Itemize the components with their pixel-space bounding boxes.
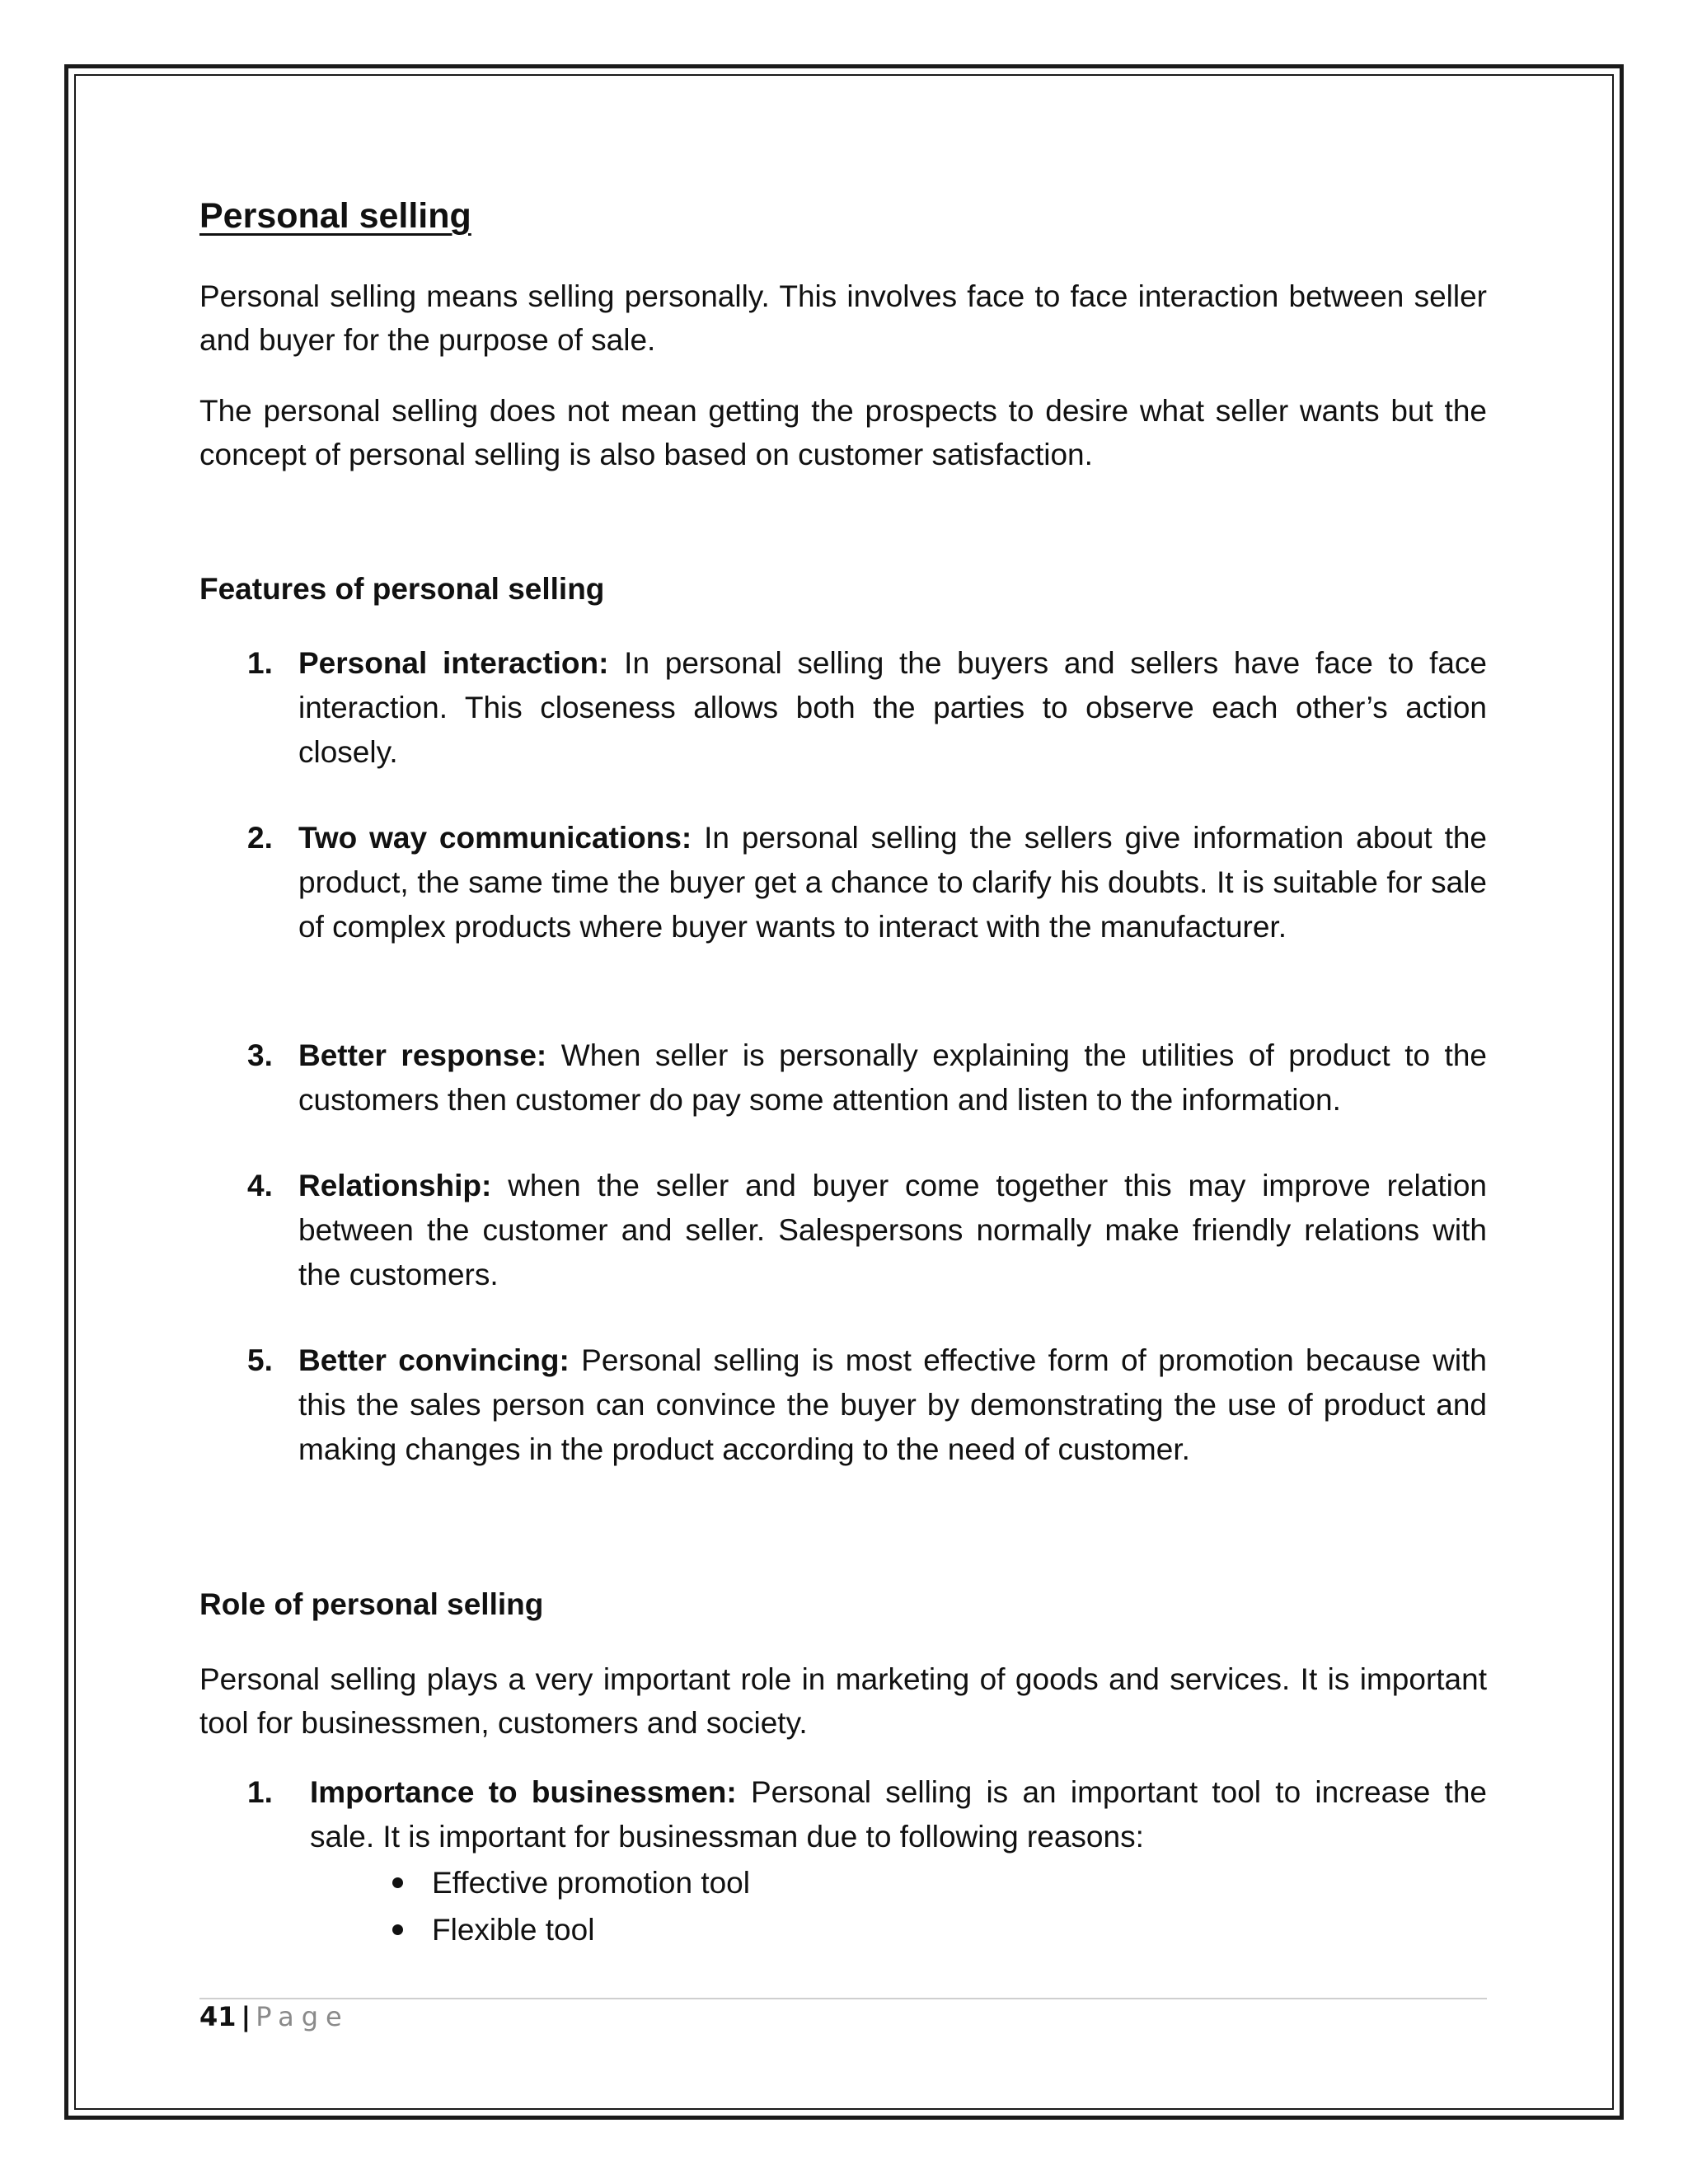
item-body <box>310 1770 1487 1859</box>
item-lead: Relationship: <box>298 1169 492 1202</box>
bullet-text: Flexible tool <box>432 1913 595 1947</box>
section-heading-personal-selling: Personal selling <box>199 196 471 236</box>
item-body <box>298 1033 1487 1122</box>
feature-item <box>247 1164 1487 1297</box>
item-body <box>298 1338 1487 1472</box>
item-number: 1. <box>247 646 273 680</box>
feature-item <box>247 641 1487 775</box>
item-text: Personal selling is an important tool to increase the sale. It is important for businessman due to following reasons: <box>310 1775 1487 1854</box>
item-lead: Better response: <box>298 1038 547 1072</box>
item-text: When seller is personally explaining the utilities of product to the customers then customer do pay some attention and listen to the information. <box>298 1038 1487 1117</box>
bullet-text: Effective promotion tool <box>432 1866 750 1900</box>
item-body <box>298 641 1487 775</box>
page-number: 41 <box>199 2001 237 2032</box>
item-body <box>298 816 1487 949</box>
item-number: 2. <box>247 821 273 855</box>
item-text: In personal selling the sellers give information about the product, the same time the buyer get a chance to clarify his doubts. It is suitable for sale of complex products where buyer wants to interact with the manufacturer. <box>298 821 1488 944</box>
bullet-item <box>349 1859 750 1906</box>
item-text: In personal selling the buyers and sellers have face to face interaction. This closeness allows both the parties to observe each other’s action closely. <box>298 646 1488 769</box>
footer-separator: | <box>241 2001 251 2032</box>
page-footer <box>199 2001 349 2032</box>
intro-paragraph-2: The personal selling does not mean getting the prospects to desire what seller wants but the concept of personal selling is also based on customer satisfaction. <box>199 394 1487 471</box>
item-number: 4. <box>247 1169 273 1202</box>
feature-item <box>247 1338 1487 1472</box>
item-lead: Two way communications: <box>298 821 692 855</box>
page-label: Page <box>256 2001 349 2032</box>
item-body <box>298 1164 1487 1297</box>
item-text: Personal selling is most effective form of promotion because with this the sales person can convince the buyer by demonstrating the use of product and making changes in the product according to the need of customer. <box>298 1343 1487 1466</box>
role-intro-paragraph: Personal selling plays a very important role in marketing of goods and services. It is important tool for businessmen, customers and society. <box>199 1662 1487 1740</box>
role-heading: Role of personal selling <box>199 1587 544 1621</box>
bullet-item <box>349 1906 750 1953</box>
bullet-dot-icon <box>392 1924 403 1935</box>
item-number: 1. <box>247 1775 273 1809</box>
item-number: 5. <box>247 1343 273 1377</box>
features-heading: Features of personal selling <box>199 572 605 606</box>
intro-paragraph-1: Personal selling means selling personally. This involves face to face interaction between seller and buyer for the purpose of sale. <box>199 279 1487 357</box>
feature-item <box>247 816 1487 949</box>
role-bullet-list <box>349 1859 750 1953</box>
feature-item <box>247 1033 1487 1122</box>
item-lead: Personal interaction: <box>298 646 609 680</box>
footer-divider <box>199 1998 1487 1999</box>
item-number: 3. <box>247 1038 273 1072</box>
item-lead: Importance to businessmen: <box>310 1775 737 1809</box>
role-item <box>247 1770 1487 1859</box>
item-lead: Better convincing: <box>298 1343 570 1377</box>
bullet-dot-icon <box>392 1877 403 1888</box>
item-text: when the seller and buyer come together this may improve relation between the customer and seller. Salespersons normally make friendly relations with the customers. <box>298 1169 1487 1291</box>
